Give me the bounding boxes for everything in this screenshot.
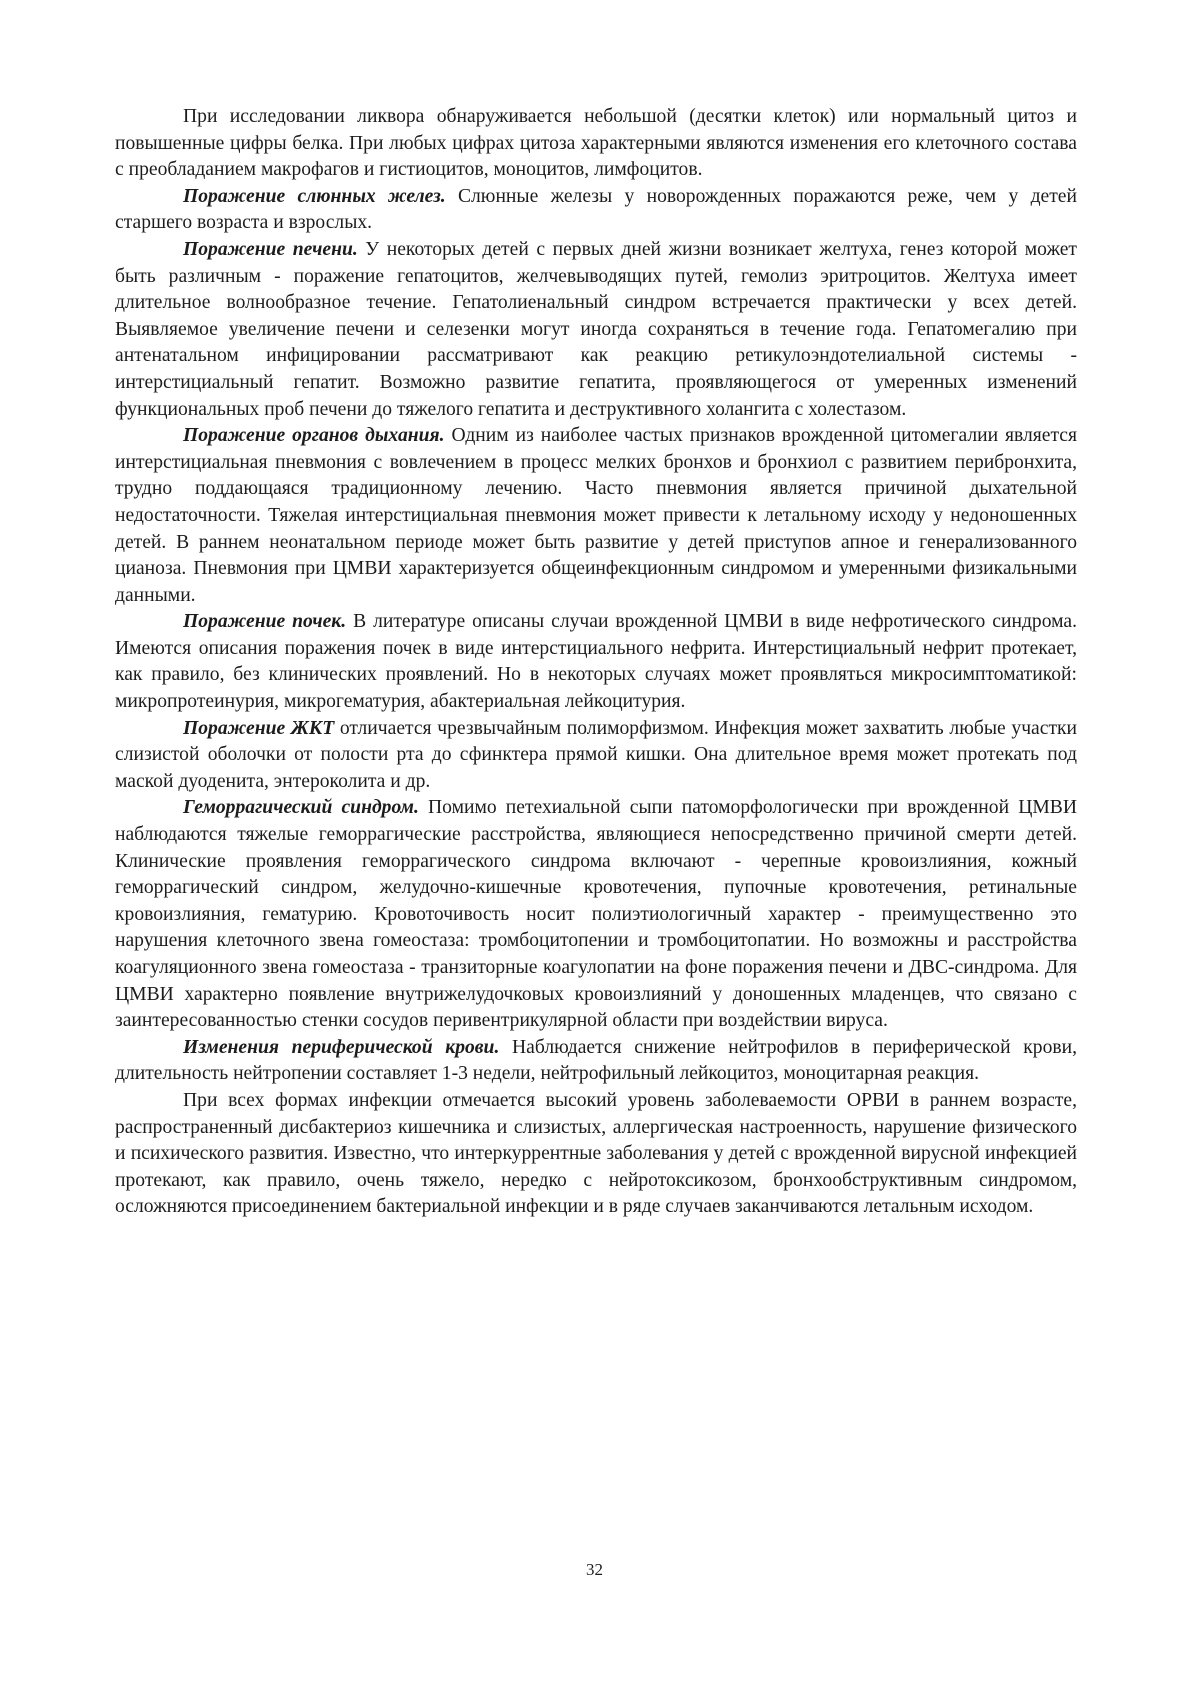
paragraph-text: отличается чрезвычайным полиморфизмом. Инфекция может захватить любые участки слизистой оболочки от полости рта до сфинктера прямой кишки. Она длительное время может протекать под маской дуоденита, энтероколита и др. — [115, 717, 1078, 792]
paragraph-lead: Поражение почек. — [183, 611, 347, 633]
paragraph-kidneys — [115, 609, 1077, 715]
paragraph-lead: Поражение слюнных желез. — [183, 185, 446, 207]
paragraph-text: В литературе описаны случаи врожденной ЦМВИ в виде нефротического синдрома. Имеются описания поражения почек в виде интерстициального нефрита. Интерстициальный нефрит протекает, как правило, без клинических проявлений. Но в некоторых случаях может проявляться микросимптоматикой: микропротеинурия, микрогематурия, абактериальная лейкоцитурия. — [115, 611, 1077, 713]
paragraph-lead: Поражение ЖКТ — [183, 717, 335, 739]
paragraph-text: Помимо петехиальной сыпи патоморфологически при врожденной ЦМВИ наблюдаются тяжелые геморрагические расстройства, являющиеся непосредственно причиной смерти детей. Клинические проявления геморрагического синдрома включают - черепные кровоизлияния, кожный геморрагический синдром, желудочно-кишечные кровотечения, пупочные кровотечения, ретинальные кровоизлияния, гематурию. Кровоточивость носит полиэтиологичный характер - преимущественно это нарушения клеточного звена гомеостаза: тромбоцитопении и тромбоцитопатии. Но возможны и расстройства коагуляционного звена гомеостаза - транзиторные коагулопатии на фоне поражения печени и ДВС-синдрома. Для ЦМВИ характерно появление внутрижелудочковых кровоизлияний у доношенных младенцев, что связано с заинтересованностью стенки сосудов перивентрикулярной области при воздействии вируса. — [115, 797, 1078, 1032]
paragraph-text: Одним из наиболее частых признаков врожденной цитомегалии является интерстициальная пневмония с вовлечением в процесс мелких бронхов и бронхиол с развитием перибронхита, трудно поддающаяся традиционному лечению. Часто пневмония является причиной дыхательной недостаточности. Тяжелая интерстициальная пневмония может привести к летальному исходу у недоношенных детей. В раннем неонатальном периоде может быть развитие у детей приступов апное и генерализованного цианоза. Пневмония при ЦМВИ характеризуется общеинфекционным синдромом и умеренными физикальными данными. — [115, 425, 1077, 606]
paragraph-blood — [115, 1035, 1077, 1088]
paragraph-lead: Геморрагический синдром. — [183, 797, 419, 819]
paragraph-lead: Поражение печени. — [183, 238, 358, 260]
paragraph-text: Наблюдается снижение нейтрофилов в периферической крови, длительность нейтропении составляет 1-3 недели, нейтрофильный лейкоцитоз, моноцитарная реакция. — [115, 1036, 1077, 1085]
paragraph-liver — [115, 237, 1077, 423]
paragraph-salivary-glands — [115, 184, 1077, 237]
paragraph-text: При исследовании ликвора обнаруживается небольшой (десятки клеток) или нормальный цитоз и повышенные цифры белка. При любых цифрах цитоза характерными являются изменения его клеточного состава с преобладанием макрофагов и гистиоцитов, моноцитов, лимфоцитов. — [115, 106, 1077, 181]
paragraph-respiratory — [115, 423, 1077, 609]
paragraph-text: Слюнные железы у новорожденных поражаются реже, чем у детей старшего возраста и взрослых. — [115, 185, 1077, 234]
paragraph-text: При всех формах инфекции отмечается высокий уровень заболеваемости ОРВИ в раннем возрасте, распространенный дисбактериоз кишечника и слизистых, аллергическая настроенность, нарушение физического и психического развития. Известно, что интеркуррентные заболевания у детей с врожденной вирусной инфекцией протекают, как правило, очень тяжело, нередко с нейротоксикозом, бронхообструктивным синдромом, осложняются присоединением бактериальной инфекции и в ряде случаев заканчиваются летальным исходом. — [115, 1089, 1077, 1218]
page-number: 32 — [586, 1560, 603, 1579]
paragraph-gi-tract — [115, 716, 1077, 796]
paragraph-csf-findings — [115, 104, 1077, 184]
paragraph-text: У некоторых детей с первых дней жизни возникает желтуха, генез которой может быть различным - поражение гепатоцитов, желчевыводящих путей, гемолиз эритроцитов. Желтуха имеет длительное волнообразное течение. Гепатолиенальный синдром встречается практически у всех детей. Выявляемое увеличение печени и селезенки могут иногда сохраняться в течение года. Гепатомегалию при антенатальном инфицировании рассматривают как реакцию ретикулоэндотелиальной системы - интерстициальный гепатит. Возможно развитие гепатита, проявляющегося от умеренных изменений функциональных проб печени до тяжелого гепатита и деструктивного холангита с холестазом. — [115, 238, 1077, 420]
paragraph-lead: Изменения периферической крови. — [183, 1036, 500, 1058]
page-body — [115, 104, 1077, 1221]
paragraph-all-forms — [115, 1088, 1077, 1221]
paragraph-lead: Поражение органов дыхания. — [183, 425, 445, 447]
paragraph-hemorrhagic — [115, 795, 1077, 1034]
